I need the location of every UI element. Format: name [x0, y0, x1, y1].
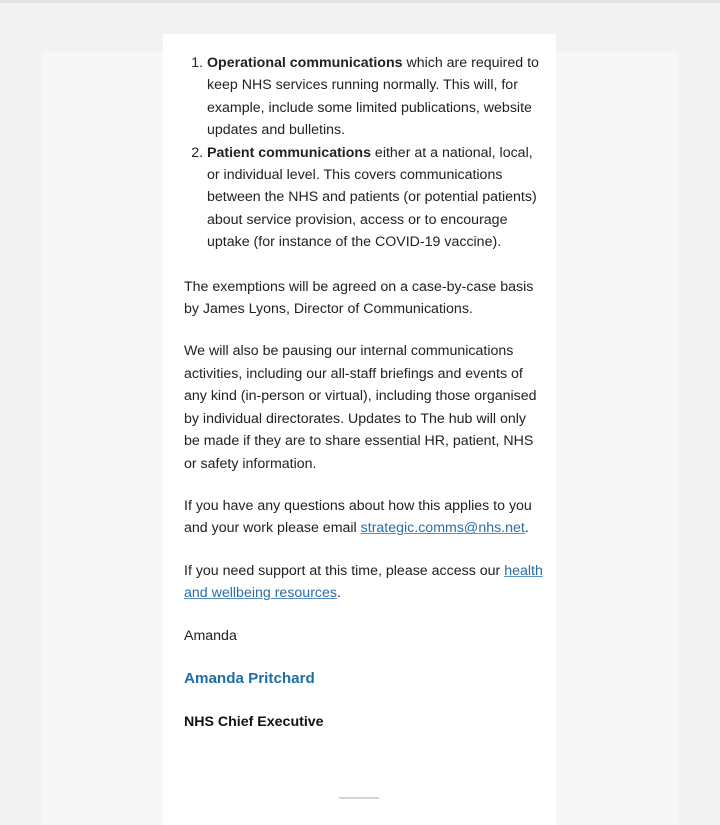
questions-text: If you have any questions about how this applies to you and your work please email — [184, 497, 532, 537]
support-text: If you need support at this time, please access our — [184, 562, 505, 579]
exemptions-list — [184, 52, 544, 254]
top-strip — [0, 0, 720, 3]
list-item-patient — [207, 142, 544, 254]
list-item-text: either at a national, local, or individual level. This covers communications between the NHS and patients (or potential patients) about service provision, access or to encourage uptake (for instance of the COVID-19 vaccine). — [207, 144, 537, 251]
email-content — [184, 52, 544, 734]
support-paragraph — [184, 560, 544, 605]
footer-divider — [339, 797, 379, 799]
wellbeing-resources-link[interactable]: health and wellbeing resources — [184, 562, 543, 602]
signature-first-name: Amanda — [184, 627, 237, 644]
list-item-bold: Operational communications — [207, 55, 403, 71]
list-item-bold: Patient communications — [207, 144, 371, 161]
signature-full-name: Amanda Pritchard — [184, 669, 315, 687]
internal-comms-paragraph: We will also be pausing our internal communications activities, including our all-staff briefings and events of any kind (in-person or virtual), including those organised by individual directorates. Updates to The hub will only be made if they are to share essential HR, patient, NHS or safety information. — [184, 343, 537, 472]
exemptions-paragraph: The exemptions will be agreed on a case-by-case basis by James Lyons, Director of Communications. — [184, 278, 534, 318]
questions-paragraph — [184, 495, 544, 540]
list-item-text: which are required to keep NHS services running normally. This will, for example, include some limited publications, website updates and bulletins. — [207, 55, 539, 139]
signature-title: NHS Chief Executive — [184, 714, 324, 731]
email-link[interactable]: strategic.comms@nhs.net — [360, 520, 525, 537]
questions-period: . — [524, 520, 529, 537]
list-item-operational — [207, 52, 544, 142]
support-period: . — [337, 585, 341, 602]
